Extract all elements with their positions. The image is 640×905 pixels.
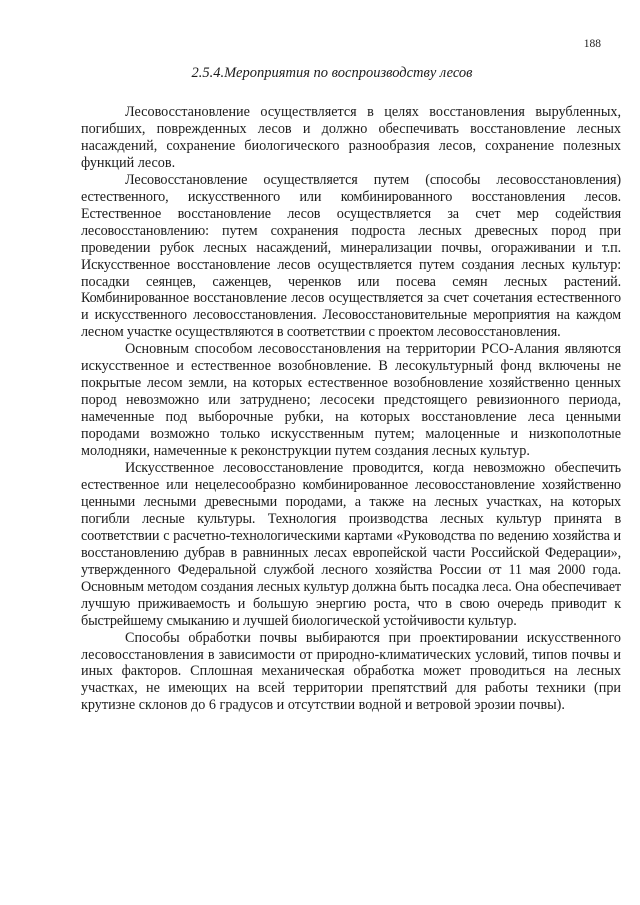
paragraph-1: Лесовосстановление осуществляется в целях восстановления вырубленных, погибших, поврежденных лесов и должно обеспечивать восстановление лесных насаждений, сохранение биологического разнообразия лесов, сохранение полезных функций лесов. xyxy=(81,104,621,171)
paragraph-5: Способы обработки почвы выбираются при проектировании искусственного лесовосстановления в зависимости от природно-климатических условий, типов почвы и иных факторов. Сплошная механическая обработка может проводиться на лесных участках, не имеющих на всей территории препятствий для работы техники (при крутизне склонов до 6 градусов и отсутствии водной и ветровой эрозии почвы). xyxy=(81,629,621,714)
paragraph-2: Лесовосстановление осуществляется путем (способы лесовосстановления) естественного, искусственного или комбинированного восстановления лесов. Естественное восстановление лесов осуществляется за счет мер содействия лесовосстановлению: путем сохранения подроста лесных древесных пород при проведении рубок лесных насаждений, минерализации почвы, огораживании и т.п. Искусственное восстановление лесов осуществляется путем создания лесных культур: посадки сеянцев, саженцев, черенков или посева семян лесных растений. Комбинированное восстановление лесов осуществляется за счет сочетания естественного и искусственного лесовосстановления. Лесовосстановительные мероприятия на каждом лесном участке осуществляются в соответствии с проектом лесовосстановления. xyxy=(81,171,621,341)
body-text xyxy=(81,104,621,714)
section-title: 2.5.4.Мероприятия по воспроизводству лесов xyxy=(191,65,473,81)
paragraph-3: Основным способом лесовосстановления на территории РСО-Алания являются искусственное и естественное возобновление. В лесокультурный фонд включены не покрытые лесом земли, на которых естественное возобновление хозяйственно ценных пород невозможно или затруднено; лесосеки предстоящего ревизионного периода, намеченные под выборочные рубки, на которых восстановление леса ценными породами возможно только искусственным путем; малоценные и низкополотные молодняки, намеченные к реконструкции путем создания лесных культур. xyxy=(81,341,621,460)
page-number: 188 xyxy=(583,38,601,50)
paragraph-4: Искусственное лесовосстановление проводится, когда невозможно обеспечить естественное или нецелесообразно комбинированное лесовосстановление хозяйственно ценными лесными древесными породами, а также на лесных участках, на которых погибли лесные культуры. Технология производства лесных культур принята в соответствии с расчетно-технологическими картами «Руководства по ведению хозяйства и восстановлению дубрав в равнинных лесах европейской части Российской Федерации», утвержденного Федеральной службой лесного хозяйства России от 11 мая 2000 года. Основным методом создания лесных культур должна быть посадка леса. Она обеспечивает лучшую приживаемость и большую энергию роста, что в свою очередь приводит к быстрейшему смыканию и лучшей биологической устойчивости культур. xyxy=(81,460,621,629)
